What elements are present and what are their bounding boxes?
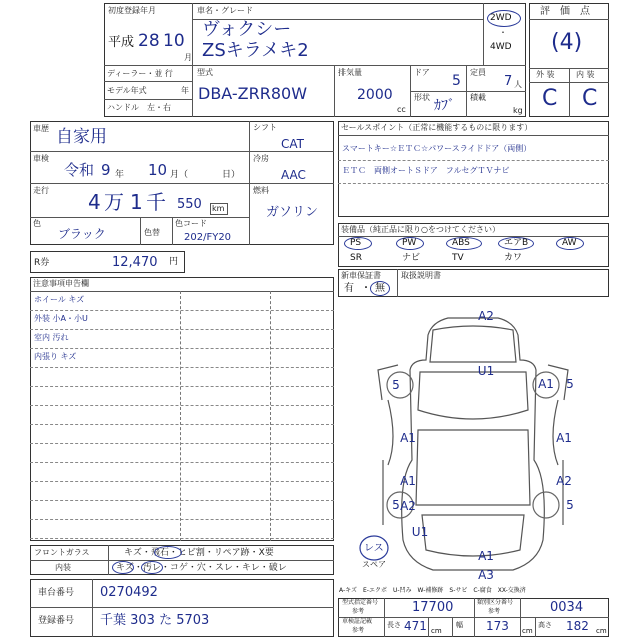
damage-mark: A1	[538, 377, 554, 391]
r-price-block	[30, 251, 185, 273]
len-label: 長さ	[387, 621, 401, 629]
plate-label: 登録番号	[38, 616, 75, 626]
equip-item-row2-2: TV	[452, 253, 464, 263]
usage-label: 車歴	[33, 124, 49, 133]
note-line: ホイール キズ	[34, 295, 85, 304]
chassis-label: 車台番号	[38, 588, 75, 598]
equip-item-row2-0: SR	[350, 253, 362, 263]
drive-dot: ・	[499, 28, 507, 37]
shift-value: CAT	[281, 137, 304, 151]
wid-unit: cm	[522, 627, 533, 635]
wid-value: 173	[486, 619, 509, 633]
notes-rule	[30, 424, 334, 425]
reg-month-unit: 月	[184, 53, 192, 62]
sales-label: セールスポイント（正常に機能するものに限ります）	[341, 123, 533, 132]
r-price-label: R券	[34, 258, 50, 268]
note-line: 内張り キズ	[34, 352, 77, 361]
chassis-value: 0270492	[100, 585, 158, 600]
cap-unit: 人	[514, 80, 522, 89]
damage-legend: A-キズ E-エクボ U-凹み W-補修跡 S-サビ C-腐食 XX-交換済	[339, 587, 526, 594]
manual-label: 取扱説明書	[401, 271, 441, 280]
len-value: 471	[404, 619, 427, 633]
notes-rule	[30, 348, 334, 349]
inspect-era: 令和	[64, 161, 95, 179]
disp-unit: cc	[397, 105, 406, 114]
handle-label: ハンドル 左・右	[107, 103, 171, 112]
inspect-year-unit: 年	[115, 170, 125, 180]
cert-label: 車検証記載	[342, 618, 373, 625]
spare-label: スペア	[362, 560, 386, 569]
windshield-text: キズ・飛石・ヒビ割・リペア跡・X要	[124, 548, 274, 558]
hgt-value: 182	[566, 619, 589, 633]
mileage-man: 4	[88, 190, 101, 214]
interior-circle-1	[112, 561, 134, 574]
cert-ref: 参考	[352, 627, 365, 634]
reg-era: 平成	[108, 35, 135, 50]
aircon-label: 冷房	[253, 154, 269, 163]
interior-circle-2	[141, 561, 163, 574]
car-grade: ZSキラメキ2	[202, 40, 309, 61]
inspect-day-unit: 日）	[222, 170, 241, 180]
type-label: 型式	[197, 68, 213, 77]
model-year-label: モデル年式	[107, 86, 147, 95]
shift-label: シフト	[253, 123, 277, 132]
shape-value: ｶﾌﾞ	[434, 98, 455, 114]
inspect-month: 10	[148, 161, 168, 179]
ext-value: C	[542, 86, 558, 111]
equip-item-row2-3: カワ	[504, 253, 523, 263]
reg-month: 10	[163, 31, 185, 51]
damage-mark: 5	[392, 378, 400, 392]
equip-item-4: AW	[562, 238, 577, 248]
disp-label: 排気量	[338, 68, 362, 77]
mileage-unit: km	[212, 204, 225, 213]
shape-label: 形状	[414, 93, 430, 102]
color-code-label: 色コード	[175, 219, 207, 228]
damage-mark: 5	[566, 377, 574, 391]
disp-value: 2000	[357, 87, 393, 103]
drive-2wd: 2WD	[490, 13, 512, 23]
model-spec-value: 17700	[412, 600, 454, 615]
model-year-unit: 年	[181, 86, 189, 95]
damage-mark: U1	[411, 525, 429, 539]
color-label: 色	[33, 219, 41, 228]
inspect-month-unit: 月（	[170, 170, 189, 180]
note-line: 室内 汚れ	[34, 333, 69, 342]
damage-mark: U1	[477, 364, 495, 378]
ext-label: 外 装	[536, 70, 555, 79]
door-value: 5	[452, 73, 461, 89]
color-value: ブラック	[58, 227, 106, 241]
interior-text: キズ・汚レ・コゲ・穴・スレ・キレ・破レ	[116, 563, 287, 573]
note-line: 外装 小A・小U	[34, 314, 88, 323]
notes-rule	[30, 443, 334, 444]
equip-item-row2-1: ナビ	[402, 253, 421, 263]
plate-value: 千葉 303 た 5703	[100, 613, 210, 628]
damage-mark: 5	[392, 498, 400, 512]
notes-rule	[30, 538, 334, 539]
r-price-value: 12,470	[112, 255, 158, 270]
fuel-value: ガソリン	[266, 205, 319, 220]
equip-item-3: エアB	[504, 238, 529, 248]
inspect-label: 車検	[33, 154, 49, 163]
cap-label: 定員	[470, 68, 486, 77]
hgt-label: 高さ	[538, 621, 552, 629]
color-change-label: 色替	[144, 228, 160, 237]
interior-label: 内装	[55, 563, 71, 572]
color-code: 202/FY20	[184, 232, 232, 243]
mileage-rest: 550	[177, 197, 202, 212]
damage-mark: 5	[566, 498, 574, 512]
equip-item-2: ABS	[452, 238, 470, 248]
damage-mark: A1	[556, 431, 572, 445]
damage-mark: A1	[478, 549, 494, 563]
class-value: 0034	[550, 600, 584, 615]
class-label: 類別区分番号	[477, 599, 514, 606]
windshield-label: フロントガラス	[34, 548, 90, 557]
notes-rule	[30, 481, 334, 482]
len-unit: cm	[431, 627, 442, 635]
mileage-label: 走行	[33, 186, 49, 195]
notes-rule	[30, 310, 334, 311]
load-unit: kg	[513, 106, 523, 115]
hgt-unit: cm	[596, 627, 607, 635]
damage-mark: A1	[400, 474, 416, 488]
type-value: DBA-ZRR80W	[198, 84, 308, 103]
damage-mark: A1	[400, 431, 416, 445]
class-ref: 参考	[488, 608, 501, 615]
spare-mark: レス	[364, 543, 384, 554]
drive-4wd: 4WD	[490, 42, 512, 52]
r-price-unit: 円	[169, 257, 179, 267]
car-label: 車名・グレード	[197, 6, 253, 15]
warranty-label: 新車保証書	[341, 271, 381, 280]
inspect-year: 9	[101, 161, 111, 179]
mileage-man-unit: 万	[104, 190, 124, 214]
warranty-yes: 有	[344, 283, 354, 294]
sales-line2: ＥＴＣ 両側オートＳドア フルセグＴＶナビ	[342, 166, 510, 175]
notes-rule	[30, 367, 334, 368]
damage-mark: A2	[400, 499, 416, 513]
wid-label: 幅	[456, 621, 463, 629]
model-spec-label: 型式指定番号	[342, 599, 379, 606]
model-spec-ref: 参考	[352, 608, 365, 615]
aircon-value: AAC	[281, 168, 306, 182]
car-name: ヴォクシー	[202, 19, 292, 40]
rating-label: 評 価 点	[540, 6, 590, 17]
car-diagram	[338, 300, 609, 583]
notes-rule	[30, 462, 334, 463]
int-value: C	[582, 86, 598, 111]
notes-rule	[30, 405, 334, 406]
warranty-dot: ・	[361, 283, 371, 294]
usage-value: 自家用	[56, 127, 107, 147]
warranty-no: 無	[375, 283, 385, 294]
mileage-sen: 1	[130, 190, 143, 214]
reg-year: 28	[138, 31, 160, 51]
notes-rule	[30, 386, 334, 387]
windshield-circle	[154, 546, 182, 559]
reg-label: 初度登録年月	[108, 6, 156, 15]
equip-label: 装備品（純正品に限り○をつけてください）	[341, 225, 500, 234]
int-label: 内 装	[576, 70, 595, 79]
id-block	[30, 579, 334, 637]
notes-rule	[30, 519, 334, 520]
equip-item-1: PW	[402, 238, 417, 248]
sales-line1: スマートキー☆ＥＴＣ☆パワースライドドア（両側）	[342, 144, 532, 153]
damage-mark: A2	[556, 474, 572, 488]
notes-rule	[30, 500, 334, 501]
mileage-sen-unit: 千	[146, 190, 166, 214]
dealer-label: ディーラー・並 行	[107, 69, 173, 78]
load-label: 積載	[470, 93, 486, 102]
fuel-label: 燃料	[253, 186, 269, 195]
damage-mark: A3	[478, 568, 494, 582]
rating-score: (4)	[551, 30, 583, 55]
equip-item-0: PS	[350, 238, 362, 248]
damage-mark: A2	[478, 309, 494, 323]
notes-label: 注意事項申告欄	[33, 279, 89, 288]
cap-value: 7	[504, 74, 513, 89]
door-label: ドア	[414, 68, 430, 77]
notes-rule	[30, 329, 334, 330]
